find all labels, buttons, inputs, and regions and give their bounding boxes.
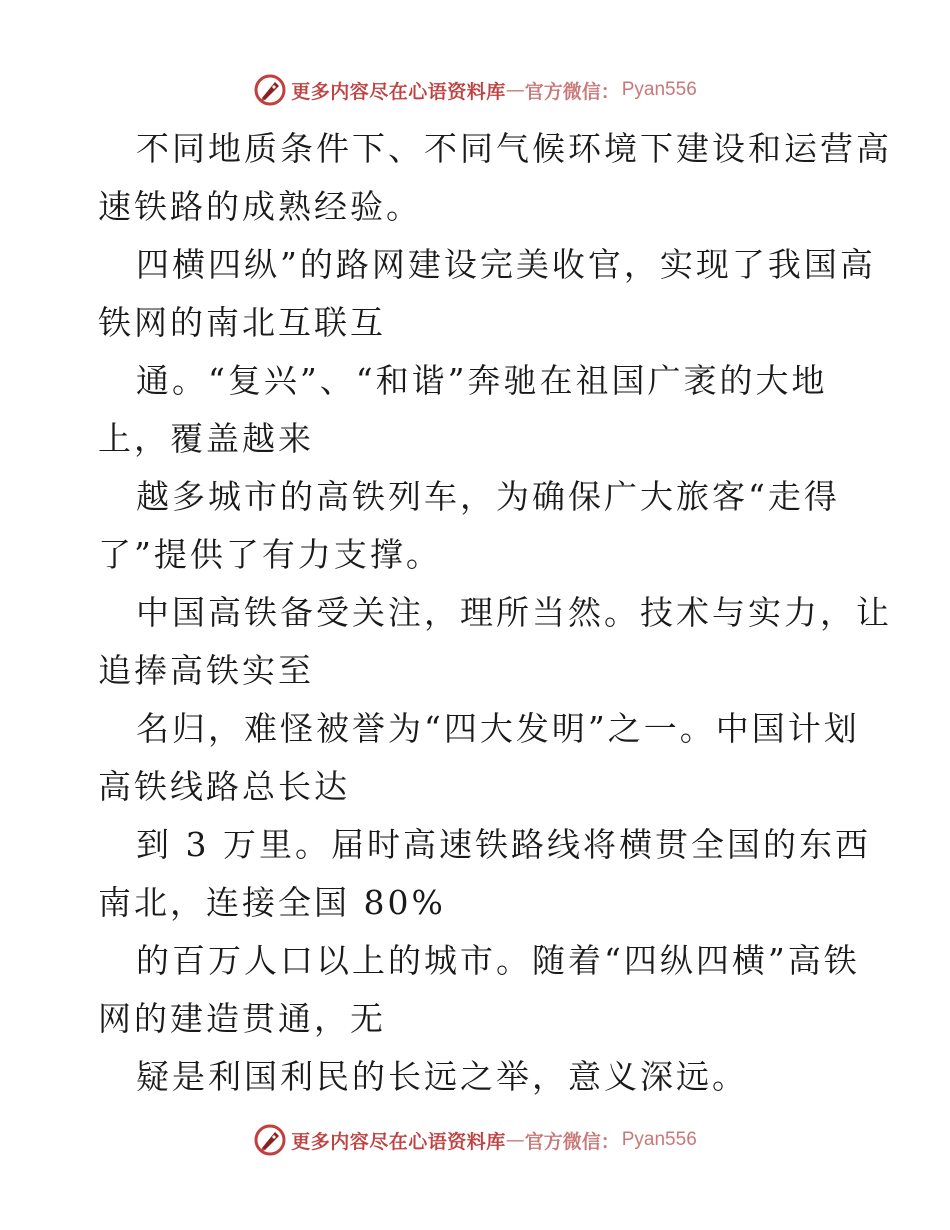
text-line: 追捧高铁实至 xyxy=(98,651,314,690)
text-line: 南北，连接全国 80% xyxy=(98,883,446,922)
pen-nib-circle-icon xyxy=(253,73,287,107)
text-line: 名归，难怪被誉为“四大发明”之一。中国计划 xyxy=(136,709,860,748)
banner-dash: — xyxy=(505,1129,525,1151)
banner-wechat-label: 官方微信： xyxy=(524,1130,620,1153)
text-line: 了”提供了有力支撑。 xyxy=(98,535,442,574)
banner-slogan: 更多内容尽在心语资料库 xyxy=(291,80,506,103)
document-body xyxy=(98,120,892,1106)
text-line: 网的建造贯通，无 xyxy=(98,999,386,1038)
text-line: 通。“复兴”、“和谐”奔驰在祖国广袤的大地 xyxy=(136,361,828,400)
text-line: 疑是利国利民的长远之举，意义深远。 xyxy=(136,1057,748,1096)
header-banner xyxy=(0,70,950,110)
text-line: 铁网的南北互联互 xyxy=(98,303,386,342)
pen-nib-circle-icon xyxy=(253,1123,287,1157)
text-line: 四横四纵”的路网建设完美收官，实现了我国高 xyxy=(136,245,876,284)
text-line: 越多城市的高铁列车，为确保广大旅客“走得 xyxy=(136,477,840,516)
text-line: 不同地质条件下、不同气候环境下建设和运营高 xyxy=(136,129,892,168)
text-line: 上，覆盖越来 xyxy=(98,419,314,458)
banner-dash: — xyxy=(505,79,525,101)
text-line: 到 3 万里。届时高速铁路线将横贯全国的东西 xyxy=(136,825,871,864)
text-line: 中国高铁备受关注，理所当然。技术与实力，让 xyxy=(136,593,892,632)
banner-wechat-label: 官方微信： xyxy=(524,80,620,103)
banner-wechat-id: Pyan556 xyxy=(621,1129,697,1150)
banner-slogan: 更多内容尽在心语资料库 xyxy=(291,1130,506,1153)
text-line: 高铁线路总长达 xyxy=(98,767,350,806)
footer-banner xyxy=(0,1120,950,1160)
text-line: 速铁路的成熟经验。 xyxy=(98,187,422,226)
banner-wechat-id: Pyan556 xyxy=(621,79,697,100)
text-line: 的百万人口以上的城市。随着“四纵四横”高铁 xyxy=(136,941,860,980)
